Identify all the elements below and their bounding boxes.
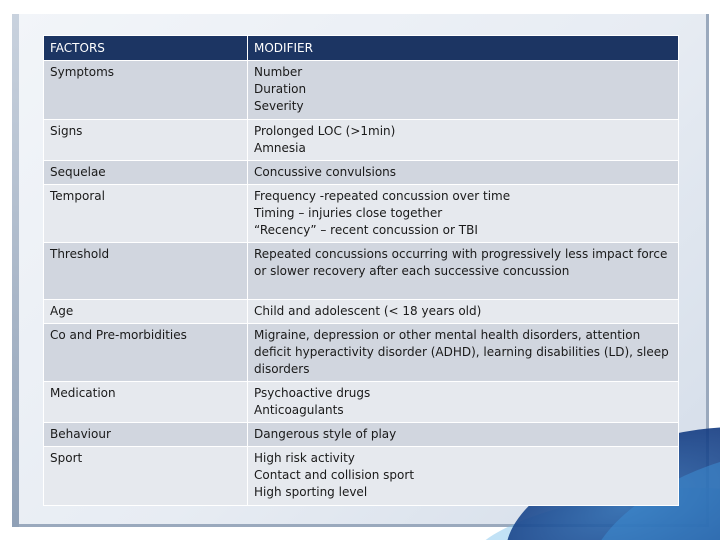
modifier-line: Timing – injuries close together <box>254 206 443 220</box>
factors-table <box>43 35 679 506</box>
modifier-line: Migraine, depression or other mental health disorders, attention deficit hyperactivity disorder (ADHD), learning disabilities (LD), sleep disorders <box>254 328 669 376</box>
factor-cell: Sport <box>44 447 248 506</box>
modifier-line: Number <box>254 65 303 79</box>
modifier-cell <box>248 120 679 161</box>
modifier-line: Duration <box>254 82 307 96</box>
table-row <box>44 61 679 120</box>
modifier-line: Prolonged LOC (>1min) <box>254 124 396 138</box>
table-row <box>44 243 679 300</box>
factor-cell: Threshold <box>44 243 248 300</box>
modifier-line: Anticoagulants <box>254 403 344 417</box>
frame-accent-bar <box>12 14 19 527</box>
header-factors: FACTORS <box>44 36 248 61</box>
modifier-line: Frequency -repeated concussion over time <box>254 189 511 203</box>
modifier-cell <box>248 382 679 423</box>
factor-cell: Behaviour <box>44 423 248 447</box>
modifier-line: Severity <box>254 99 304 113</box>
modifier-line: Amnesia <box>254 141 306 155</box>
modifier-cell <box>248 61 679 120</box>
modifier-line: “Recency” – recent concussion or TBI <box>254 223 478 237</box>
factor-cell: Symptoms <box>44 61 248 120</box>
table-row <box>44 423 679 447</box>
factor-cell: Sequelae <box>44 161 248 185</box>
table-row <box>44 324 679 382</box>
table-row <box>44 185 679 243</box>
modifier-cell <box>248 161 679 185</box>
modifier-line: High sporting level <box>254 485 368 499</box>
factor-cell: Temporal <box>44 185 248 243</box>
modifier-cell <box>248 300 679 324</box>
modifier-line: Child and adolescent (< 18 years old) <box>254 304 482 318</box>
modifier-line: High risk activity <box>254 451 355 465</box>
modifier-cell <box>248 324 679 382</box>
modifier-cell <box>248 185 679 243</box>
modifier-line: Contact and collision sport <box>254 468 415 482</box>
modifier-line: Psychoactive drugs <box>254 386 371 400</box>
table-row <box>44 300 679 324</box>
table-row <box>44 120 679 161</box>
modifier-line: Concussive convulsions <box>254 165 397 179</box>
modifier-line: Repeated concussions occurring with progressively less impact force or slower recovery after each successive concussion <box>254 247 668 278</box>
modifier-cell <box>248 243 679 300</box>
modifier-cell <box>248 447 679 506</box>
table-row <box>44 382 679 423</box>
factor-cell: Medication <box>44 382 248 423</box>
table-row <box>44 447 679 506</box>
modifier-cell <box>248 423 679 447</box>
factor-cell: Signs <box>44 120 248 161</box>
modifier-line: Dangerous style of play <box>254 427 397 441</box>
header-modifier: MODIFIER <box>248 36 679 61</box>
factor-cell: Age <box>44 300 248 324</box>
factor-cell: Co and Pre-morbidities <box>44 324 248 382</box>
table-row <box>44 161 679 185</box>
table-header-row <box>44 36 679 61</box>
